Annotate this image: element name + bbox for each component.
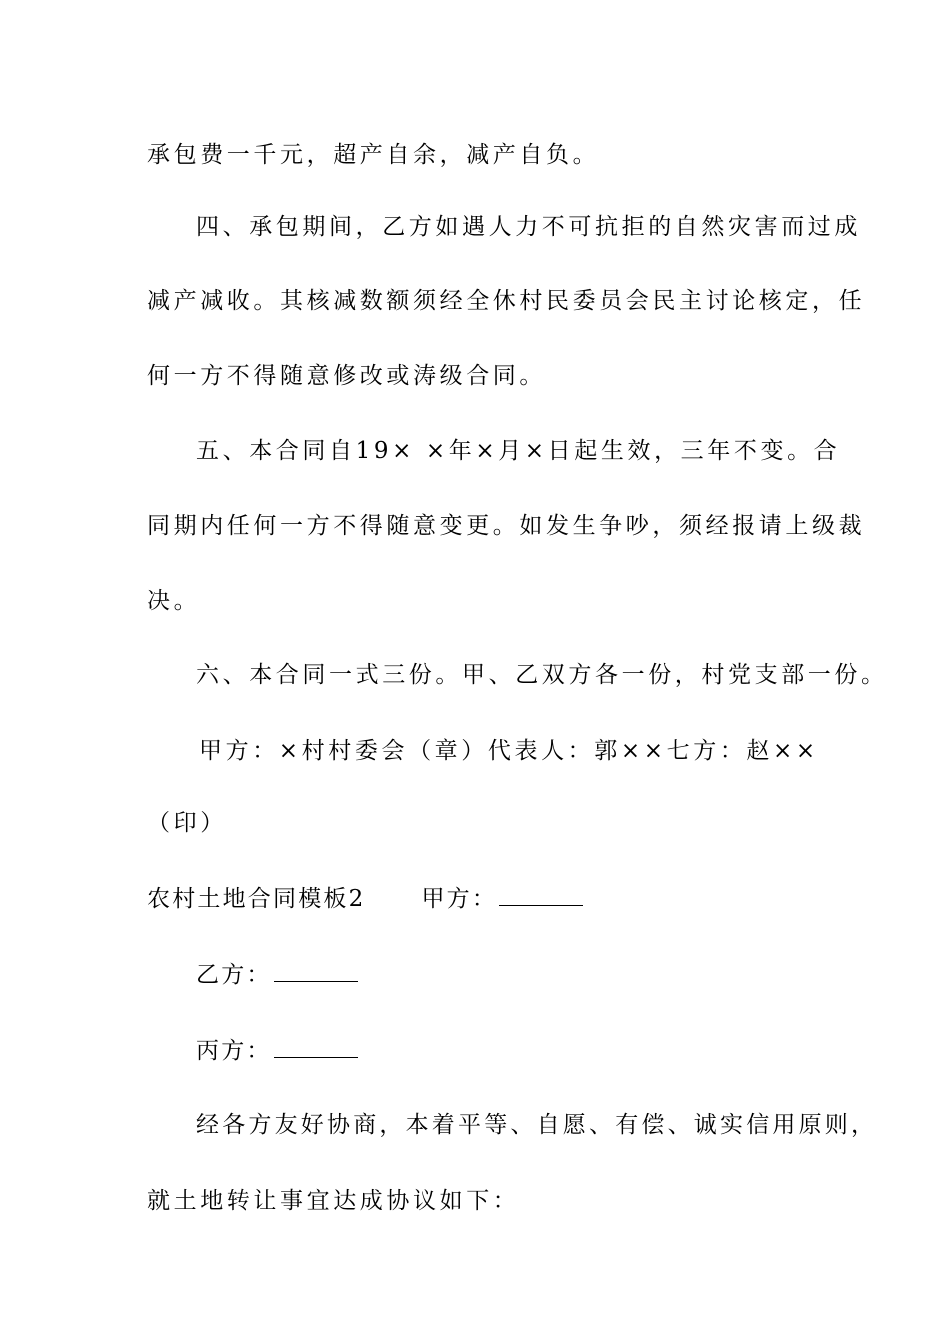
party-a-label: 甲方： [421, 886, 498, 912]
seal-note: （印） [147, 810, 227, 836]
party-c-blank [274, 1037, 358, 1058]
party-b-blank [274, 961, 358, 982]
paragraph-line: 六、本合同一式三份。甲、乙双方各一份，村党支部一份。 [196, 662, 888, 688]
paragraph-line: 减产减收。其核减数额须经全休村民委员会民主讨论核定，任 [147, 288, 866, 314]
party-a-blank [499, 885, 583, 906]
party-c-line [196, 1036, 876, 1066]
signature-line: 甲方：×村村委会（章）代表人：郭××七方：赵×× [199, 738, 819, 764]
paragraph-line: 五、本合同自19× ×年×月×日起生效，三年不变。合 [196, 438, 841, 464]
paragraph-line: 何一方不得随意修改或涛级合同。 [147, 363, 546, 389]
party-b-label: 乙方： [196, 962, 272, 988]
paragraph-line: 四、承包期间，乙方如遇人力不可抗拒的自然灾害而过成 [196, 214, 861, 240]
paragraph-line: 决。 [147, 588, 201, 614]
paragraph-line: 承包费一千元，超产自余，减产自负。 [147, 142, 600, 168]
paragraph-line: 经各方友好协商，本着平等、自愿、有偿、诚实信用原则， [196, 1112, 878, 1138]
paragraph-line: 就土地转让事宜达成协议如下： [147, 1188, 520, 1214]
party-c-label: 丙方： [196, 1038, 272, 1064]
party-b-line [196, 960, 876, 990]
paragraph-line: 同期内任何一方不得随意变更。如发生争吵，须经报请上级裁 [147, 513, 866, 539]
template-heading-line [147, 884, 827, 914]
template-title: 农村土地合同模板2 [147, 886, 366, 912]
